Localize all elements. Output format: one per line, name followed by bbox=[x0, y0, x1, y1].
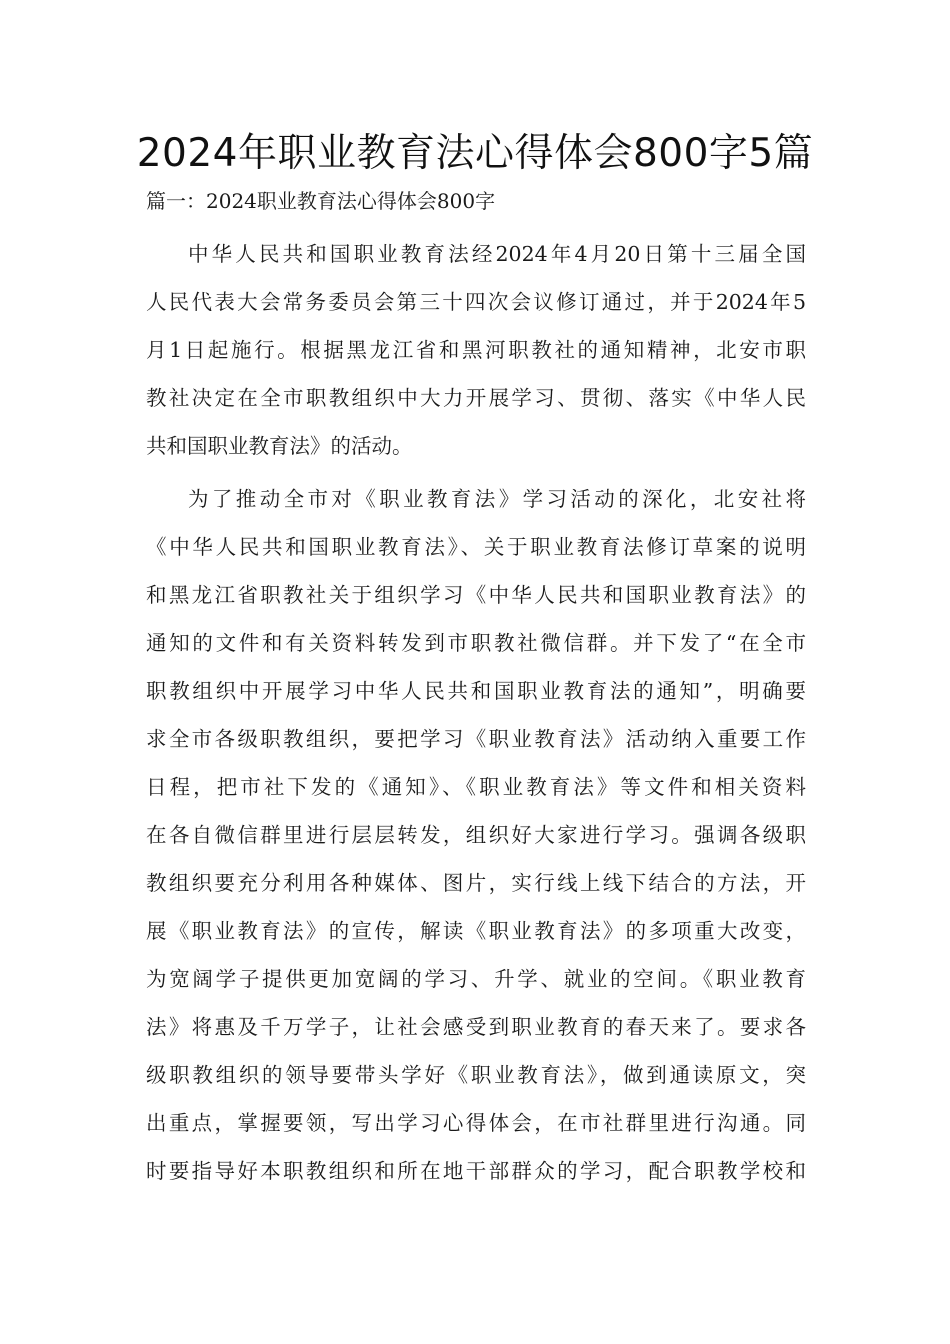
paragraph-line: 为了推动全市对《职业教育法》学习活动的深化，北安社将 bbox=[188, 487, 806, 511]
paragraph-line: 教社决定在全市职教组织中大力开展学习、贯彻、落实《中华人民 bbox=[146, 386, 806, 410]
paragraph-line: 教组织要充分利用各种媒体、图片，实行线上线下结合的方法，开 bbox=[146, 871, 806, 895]
paragraph-line: 中华人民共和国职业教育法经2024年4月20日第十三届全国 bbox=[188, 242, 806, 266]
paragraph-line: 在各自微信群里进行层层转发，组织好大家进行学习。强调各级职 bbox=[146, 823, 806, 847]
paragraph-2 bbox=[146, 475, 806, 1195]
paragraph-line: 月1日起施行。根据黑龙江省和黑河职教社的通知精神，北安市职 bbox=[146, 338, 806, 362]
paragraph-line: 和黑龙江省职教社关于组织学习《中华人民共和国职业教育法》的 bbox=[146, 583, 806, 607]
paragraph-line: 法》将惠及千万学子，让社会感受到职业教育的春天来了。要求各 bbox=[146, 1015, 806, 1039]
paragraph-line: 展《职业教育法》的宣传，解读《职业教育法》的多项重大改变， bbox=[146, 919, 806, 943]
paragraph-line: 《中华人民共和国职业教育法》、关于职业教育法修订草案的说明 bbox=[146, 535, 806, 559]
document-title: 2024年职业教育法心得体会800字5篇 bbox=[136, 131, 814, 176]
paragraph-line: 共和国职业教育法》的活动。 bbox=[146, 434, 413, 458]
paragraph-line: 职教组织中开展学习中华人民共和国职业教育法的通知”，明确要 bbox=[146, 679, 806, 703]
paragraph-line: 日程，把市社下发的《通知》、《职业教育法》等文件和相关资料 bbox=[146, 775, 806, 799]
paragraph-line: 人民代表大会常务委员会第三十四次会议修订通过，并于2024年5 bbox=[146, 290, 806, 314]
paragraph-line: 出重点，掌握要领，写出学习心得体会，在市社群里进行沟通。同 bbox=[146, 1111, 806, 1135]
paragraph-1 bbox=[146, 230, 806, 470]
paragraph-line: 求全市各级职教组织，要把学习《职业教育法》活动纳入重要工作 bbox=[146, 727, 806, 751]
paragraph-line: 通知的文件和有关资料转发到市职教社微信群。并下发了“在全市 bbox=[146, 631, 806, 655]
section-heading: 篇一：2024职业教育法心得体会800字 bbox=[146, 189, 496, 213]
paragraph-line: 为宽阔学子提供更加宽阔的学习、升学、就业的空间。《职业教育 bbox=[146, 967, 806, 991]
paragraph-line: 时要指导好本职教组织和所在地干部群众的学习，配合职教学校和 bbox=[146, 1159, 806, 1183]
paragraph-line: 级职教组织的领导要带头学好《职业教育法》，做到通读原文，突 bbox=[146, 1063, 806, 1087]
